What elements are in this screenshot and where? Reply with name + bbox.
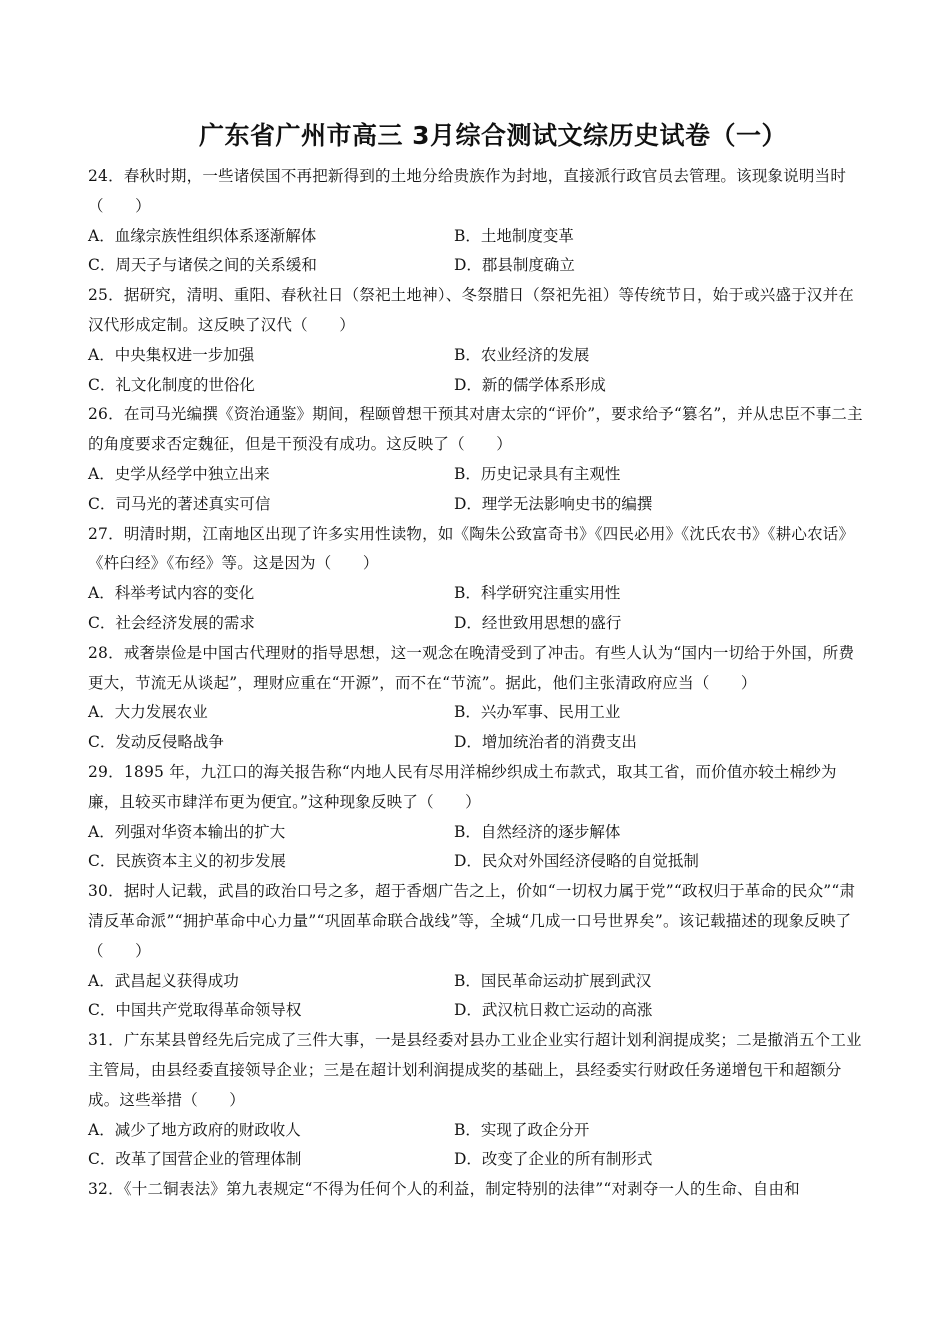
question-27 [88, 520, 868, 639]
option-d: D．郡县制度确立 [454, 256, 575, 275]
option-b: B．兴办军事、民用工业 [454, 703, 621, 722]
question-26 [88, 400, 868, 519]
options-grid [88, 460, 868, 520]
question-stem: 30．据时人记载，武昌的政治口号之多，超于香烟广告之上，价如“一切权力属于党”“政权归于革命的民众”“肃清反革命派”“拥护革命中心力量”“巩固革命联合战线”等，全城“几成一口号世界矣”。该记载描述的现象反映了（ ） [88, 882, 856, 960]
question-30 [88, 877, 868, 1026]
options-grid [88, 698, 868, 758]
options-grid [88, 818, 868, 878]
option-c: C．周天子与诸侯之间的关系缓和 [88, 256, 317, 275]
option-b: B．自然经济的逐步解体 [454, 822, 621, 841]
question-stem: 31．广东某县曾经先后完成了三件大事，一是县经委对县办工业企业实行超计划利润提成奖；二是撤消五个工业主管局，由县经委直接领导企业；三是在超计划利润提成奖的基础上，县经委实行财政任务递增包干和超额分成。这些举措（ ） [88, 1031, 862, 1109]
option-c: C．发动反侵略战争 [88, 733, 224, 752]
question-32 [88, 1175, 868, 1205]
page-title: 广东省广州市高三 3月综合测试文综历史试卷（一） [198, 121, 788, 150]
question-stem: 28．戒奢崇俭是中国古代理财的指导思想，这一观念在晚清受到了冲击。有些人认为“国内一切给于外国，所费更大，节流无从谈起”，理财应重在“开源”，而不在“节流”。据此，他们主张清政府应当（ ） [88, 643, 855, 692]
option-b: B．历史记录具有主观性 [454, 464, 621, 483]
option-a: A．减少了地方政府的财政收人 [88, 1120, 301, 1139]
question-stem: 27．明清时期，江南地区出现了许多实用性读物，如《陶朱公致富奇书》《四民必用》《沈氏农书》《耕心农话》《杵臼经》《布经》等。这是因为（ ） [88, 524, 855, 573]
question-29 [88, 758, 868, 877]
option-b: B．国民革命运动扩展到武汉 [454, 971, 652, 990]
options-grid [88, 341, 868, 401]
option-a: A．科举考试内容的变化 [88, 584, 255, 603]
question-stem: 29．1895 年，九江口的海关报告称“内地人民有尽用洋棉纱织成土布款式，取其工省，而价值亦较土棉纱为廉，且较买市肆洋布更为便宜。”这种现象反映了（ ） [88, 762, 837, 811]
option-a: A．列强对华资本输出的扩大 [88, 822, 286, 841]
option-c: C．司马光的著述真实可信 [88, 494, 271, 513]
option-a: A．史学从经学中独立出来 [88, 464, 270, 483]
option-d: D．增加统治者的消费支出 [454, 733, 637, 752]
option-b: B．土地制度变革 [454, 226, 574, 245]
option-d: D．理学无法影响史书的编撰 [454, 494, 653, 513]
option-d: D．经世致用思想的盛行 [454, 613, 622, 632]
option-b: B．实现了政企分开 [454, 1120, 590, 1139]
question-31 [88, 1026, 868, 1175]
options-grid [88, 967, 868, 1027]
option-c: C．民族资本主义的初步发展 [88, 852, 286, 871]
option-a: A．大力发展农业 [88, 703, 208, 722]
options-grid [88, 1116, 868, 1176]
option-a: A．中央集权进一步加强 [88, 345, 255, 364]
option-a: A．血缘宗族性组织体系逐渐解体 [88, 226, 317, 245]
question-28 [88, 639, 868, 758]
option-c: C．社会经济发展的需求 [88, 613, 255, 632]
question-24 [88, 162, 868, 281]
option-a: A．武昌起义获得成功 [88, 971, 239, 990]
option-b: B．科学研究注重实用性 [454, 584, 621, 603]
question-stem: 32．《十二铜表法》第九表规定“不得为任何个人的利益，制定特别的法律”“对剥夺一人的生命、自由和 [88, 1180, 800, 1199]
question-stem: 25．据研究，清明、重阳、春秋社日（祭祀土地神）、冬祭腊日（祭祀先祖）等传统节日，始于或兴盛于汉并在汉代形成定制。这反映了汉代（ ） [88, 286, 854, 334]
options-grid [88, 222, 868, 282]
options-grid [88, 579, 868, 639]
option-d: D．改变了企业的所有制形式 [454, 1150, 653, 1169]
exam-page [88, 118, 868, 1205]
option-d: D．民众对外国经济侵略的自觉抵制 [454, 852, 699, 871]
option-c: C．中国共产党取得革命领导权 [88, 1001, 302, 1020]
question-stem: 26．在司马光编撰《资治通鉴》期间，程颐曾想干预其对唐太宗的“评价”，要求给予“篡名”，并从忠臣不事二主的角度要求否定魏征，但是干预没有成功。这反映了（ ） [88, 405, 863, 454]
option-d: D．武汉杭日救亡运动的高涨 [454, 1001, 653, 1020]
option-c: C．礼文化制度的世俗化 [88, 375, 255, 394]
option-d: D．新的儒学体系形成 [454, 375, 606, 394]
option-c: C．改革了国营企业的管理体制 [88, 1150, 302, 1169]
option-b: B．农业经济的发展 [454, 345, 590, 364]
question-25 [88, 281, 868, 400]
question-stem: 24．春秋时期，一些诸侯国不再把新得到的土地分给贵族作为封地，直接派行政官员去管理。该现象说明当时（ ） [88, 167, 847, 215]
